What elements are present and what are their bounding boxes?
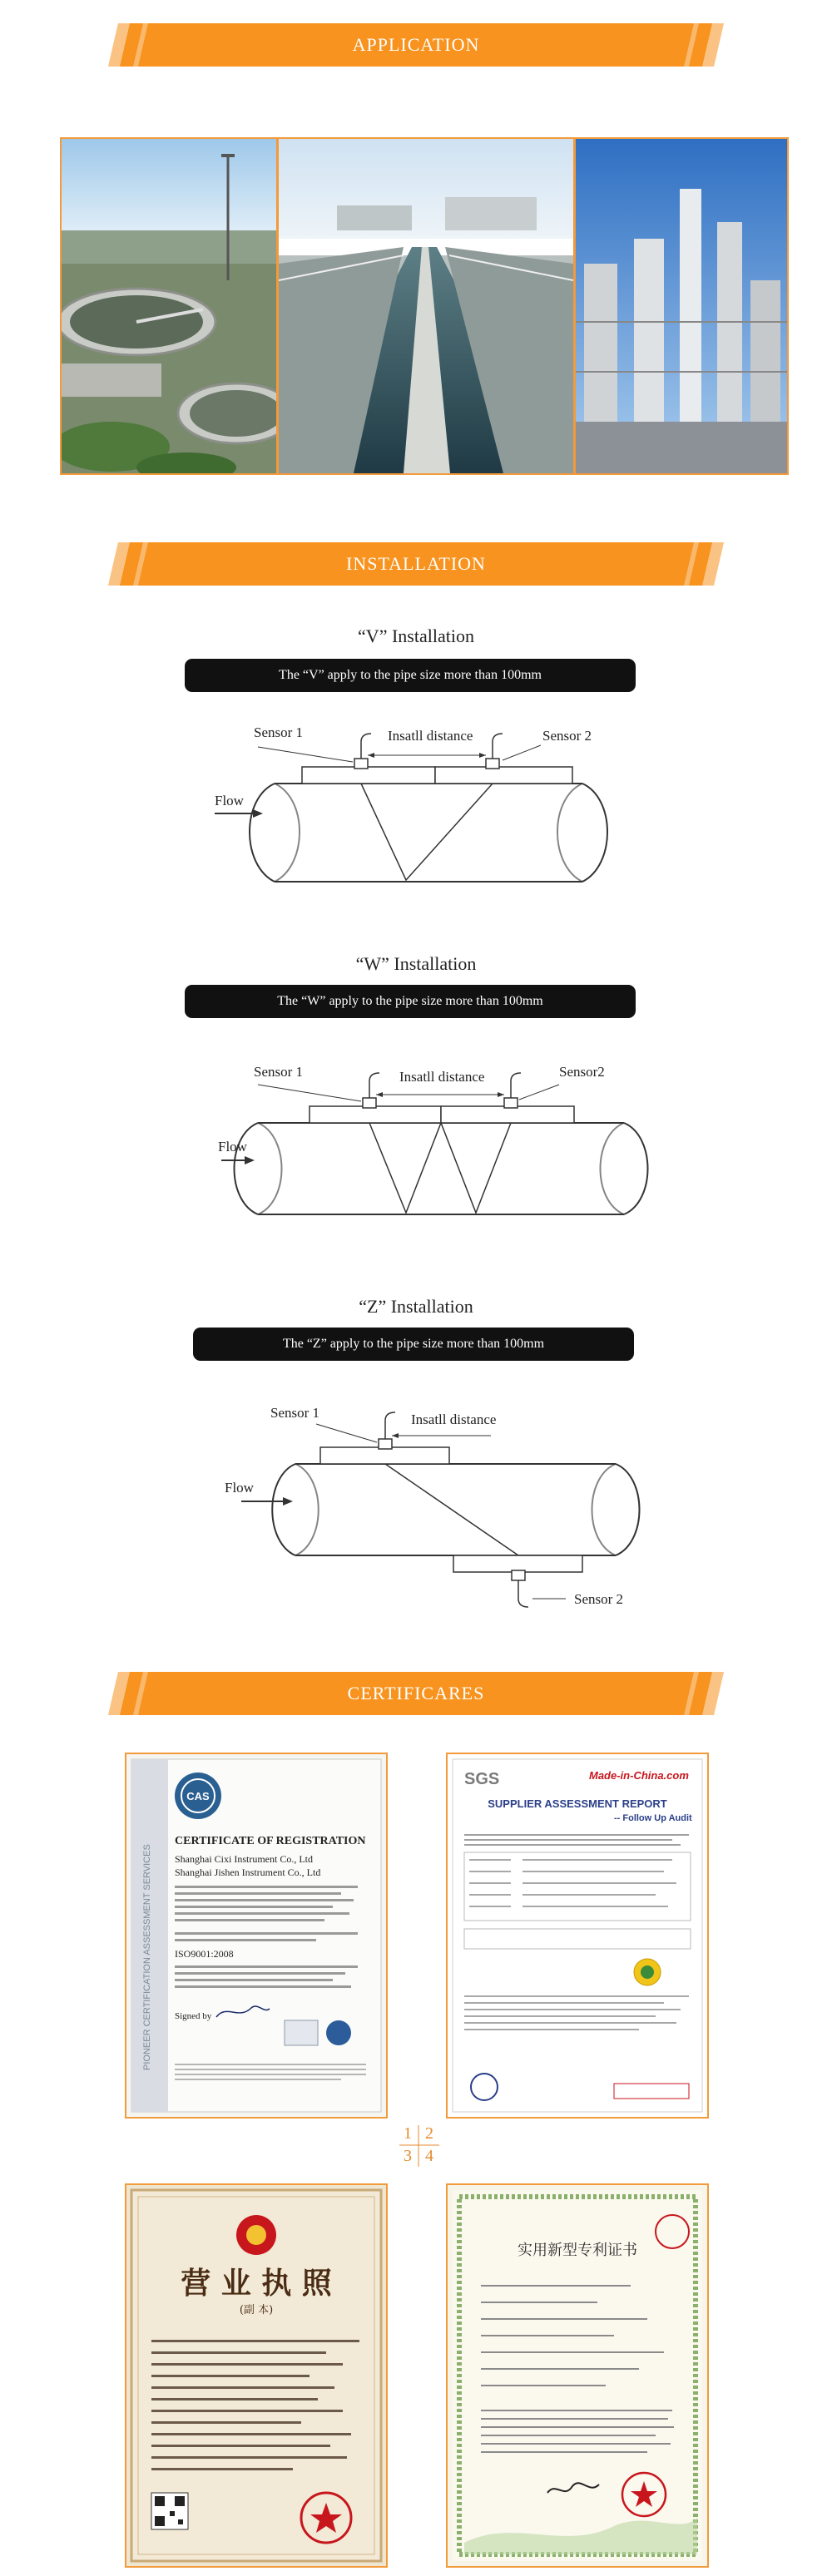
pager-grid-lines <box>398 2124 441 2168</box>
z-installation-diagram <box>0 1381 832 1630</box>
z-installation-title: “Z” Installation <box>359 1296 473 1317</box>
v-sensor1-label: Sensor 1 <box>254 724 304 740</box>
cert2-brand: Made-in-China.com <box>589 1769 689 1782</box>
certificate-business-license[interactable] <box>125 2183 388 2568</box>
z-sensor2-label: Sensor 2 <box>574 1591 624 1607</box>
cert1-cas-badge: CAS <box>186 1790 210 1802</box>
certificates-heading: CERTIFICARES <box>347 1683 485 1703</box>
pager-2[interactable]: 2 <box>425 2124 433 2143</box>
application-photo-water-channel <box>277 137 575 475</box>
certificate-pager <box>398 2124 439 2167</box>
cert4-title: 实用新型专利证书 <box>518 2242 637 2259</box>
z-sensor1-label: Sensor 1 <box>270 1405 320 1421</box>
installation-heading: INSTALLATION <box>346 553 486 574</box>
cert1-company: Shanghai Cixi Instrument Co., Ltd <box>175 1853 313 1865</box>
cert3-subtitle: (副 本) <box>239 2304 274 2316</box>
cert1-company2: Shanghai Jishen Instrument Co., Ltd <box>175 1866 321 1878</box>
certificate-registration[interactable] <box>125 1753 388 2119</box>
certificate-sgs-assessment[interactable] <box>446 1753 709 2119</box>
cert1-signed: Signed by <box>175 2011 212 2021</box>
application-photo-refinery <box>574 137 789 475</box>
pager-1[interactable]: 1 <box>404 2124 412 2143</box>
z-flow-label: Flow <box>225 1480 254 1496</box>
installation-banner <box>108 542 724 586</box>
cert2-subheading: -- Follow Up Audit <box>614 1813 692 1823</box>
cert1-heading: CERTIFICATE OF REGISTRATION <box>175 1835 366 1847</box>
certificate-utility-patent[interactable] <box>446 2183 709 2568</box>
z-distance-label: Insatll distance <box>411 1412 497 1427</box>
v-sensor2-label: Sensor 2 <box>542 728 592 744</box>
cert3-title: 营 业 执 照 <box>181 2266 332 2301</box>
application-banner <box>108 23 724 67</box>
w-sensor1-label: Sensor 1 <box>254 1064 304 1080</box>
v-installation-title: “V” Installation <box>358 625 474 646</box>
v-flow-label: Flow <box>215 793 244 808</box>
pager-4[interactable]: 4 <box>425 2147 433 2165</box>
cert1-standard: ISO9001:2008 <box>175 1948 234 1960</box>
w-installation-note: The “W” apply to the pipe size more than 100mm <box>185 985 636 1018</box>
cert2-sgs-logo: SGS <box>464 1770 500 1788</box>
pager-3[interactable]: 3 <box>404 2147 412 2165</box>
cert2-heading: SUPPLIER ASSESSMENT REPORT <box>488 1797 667 1810</box>
v-installation-note: The “V” apply to the pipe size more than 100mm <box>185 659 636 692</box>
v-distance-label: Insatll distance <box>388 728 473 744</box>
w-installation-title: “W” Installation <box>355 953 477 974</box>
application-photo-treatment-plant <box>60 137 278 475</box>
z-installation-note: The “Z” apply to the pipe size more than 100mm <box>193 1328 634 1361</box>
v-installation-diagram <box>0 707 832 923</box>
w-distance-label: Insatll distance <box>399 1069 485 1085</box>
w-flow-label: Flow <box>218 1139 247 1155</box>
w-installation-diagram <box>0 1040 832 1239</box>
cert1-side-text: PIONEER CERTIFICATION ASSESSMENT SERVICES <box>142 1844 152 2070</box>
w-sensor2-label: Sensor2 <box>559 1064 605 1080</box>
certificates-banner <box>108 1672 724 1715</box>
application-heading: APPLICATION <box>352 34 480 55</box>
